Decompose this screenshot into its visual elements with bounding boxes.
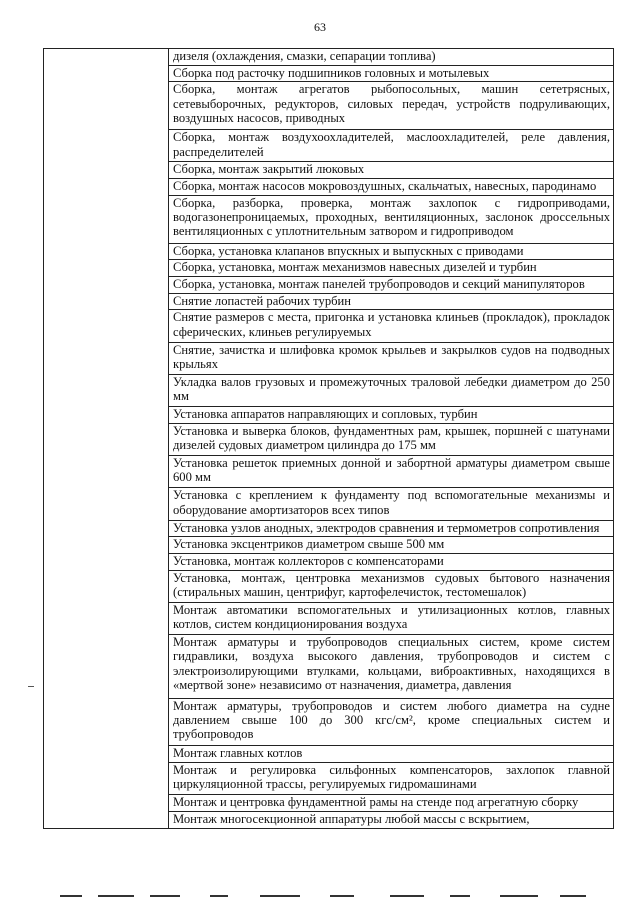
row-text: Сборка под расточку подшипников головных и мотылевых bbox=[169, 65, 614, 82]
row-text: Сборка, установка, монтаж механизмов навесных дизелей и турбин bbox=[169, 260, 614, 277]
row-text: Сборка, монтаж закрытий люковых bbox=[169, 162, 614, 179]
row-text: Монтаж и центровка фундаментной рамы на стенде под агрегатную сборку bbox=[169, 795, 614, 812]
row-text: Сборка, установка, монтаж панелей трубопроводов и секций манипуляторов bbox=[169, 277, 614, 294]
row-text: Снятие, зачистка и шлифовка кромок крыльев и закрылков судов на подводных крыльях bbox=[169, 342, 614, 374]
row-text: Сборка, установка клапанов впускных и выпускных с приводами bbox=[169, 243, 614, 260]
row-text: Сборка, монтаж агрегатов рыбопосольных, машин сететрясных, сетевыборочных, редукторов, силовых передач, устройств подруливающих, воздушных насосов, приводных bbox=[169, 82, 614, 130]
row-text: Установка эксцентриков диаметром свыше 500 мм bbox=[169, 537, 614, 554]
table-body bbox=[44, 49, 614, 829]
row-text: Снятие лопастей рабочих турбин bbox=[169, 293, 614, 310]
row-text: Укладка валов грузовых и промежуточных траловой лебедки диаметром до 250 мм bbox=[169, 374, 614, 406]
row-text: Сборка, монтаж насосов мокровоздушных, скальчатых, навесных, пародинамо bbox=[169, 179, 614, 196]
margin-mark bbox=[28, 686, 34, 687]
row-text: Монтаж автоматики вспомогательных и утилизационных котлов, главных котлов, систем кондиционирования воздуха bbox=[169, 602, 614, 634]
row-text: Монтаж арматуры и трубопроводов специальных систем, кроме систем гидравлики, воздуха высокого давления, трубопроводов и систем с электроизолирующими втулками, кольцами, виброактивных, находящихся в «мертвой зоне» независимо от назначения, диаметра, давления bbox=[169, 635, 614, 698]
row-text: Снятие размеров с места, пригонка и установка клиньев (прокладок), прокладок сферических, клиньев регулируемых bbox=[169, 310, 614, 342]
row-text: Установка, монтаж, центровка механизмов судовых бытового назначения (стиральных машин, центрифуг, картофелечисток, тестомешалок) bbox=[169, 570, 614, 602]
row-text: Установка узлов анодных, электродов сравнения и термометров сопротивления bbox=[169, 520, 614, 537]
row-text: Установка и выверка блоков, фундаментных рам, крышек, поршней с шатунами дизелей судовых диаметром цилиндра до 175 мм bbox=[169, 423, 614, 455]
table-row bbox=[44, 49, 614, 66]
page-number: 63 bbox=[314, 20, 326, 34]
row-text: Монтаж и регулировка сильфонных компенсаторов, захлопок главной циркуляционной трассы, регулируемых гидромашинами bbox=[169, 763, 614, 795]
row-text: Монтаж главных котлов bbox=[169, 746, 614, 763]
work-list-table bbox=[43, 48, 614, 829]
row-text: Монтаж арматуры, трубопроводов и систем любого диаметра на судне давлением свыше 100 до 300 кгс/см², кроме специальных систем и трубопроводов bbox=[169, 698, 614, 746]
row-text: Сборка, монтаж воздухоохладителей, маслоохладителей, реле давления, распределителей bbox=[169, 130, 614, 162]
row-text: Установка с креплением к фундаменту под вспомогательные механизмы и оборудование амортизаторов всех типов bbox=[169, 488, 614, 520]
row-text: Установка аппаратов направляющих и сопловых, турбин bbox=[169, 407, 614, 424]
row-text: Установка, монтаж коллекторов с компенсаторами bbox=[169, 553, 614, 570]
row-text: Установка решеток приемных донной и забортной арматуры диаметром свыше 600 мм bbox=[169, 456, 614, 488]
bottom-scan-edge bbox=[0, 895, 640, 897]
row-text: Монтаж многосекционной аппаратуры любой массы с вскрытием, bbox=[169, 812, 614, 829]
row-text: Сборка, разборка, проверка, монтаж захлопок с гидроприводами, водогазонепроницаемых, проходных, вентиляционных, заслонок дроссельных вентиляционных с уплотнительным затвором и гидроприводом bbox=[169, 195, 614, 243]
row-text: дизеля (охлаждения, смазки, сепарации топлива) bbox=[169, 49, 614, 66]
left-column-cell bbox=[44, 49, 169, 829]
